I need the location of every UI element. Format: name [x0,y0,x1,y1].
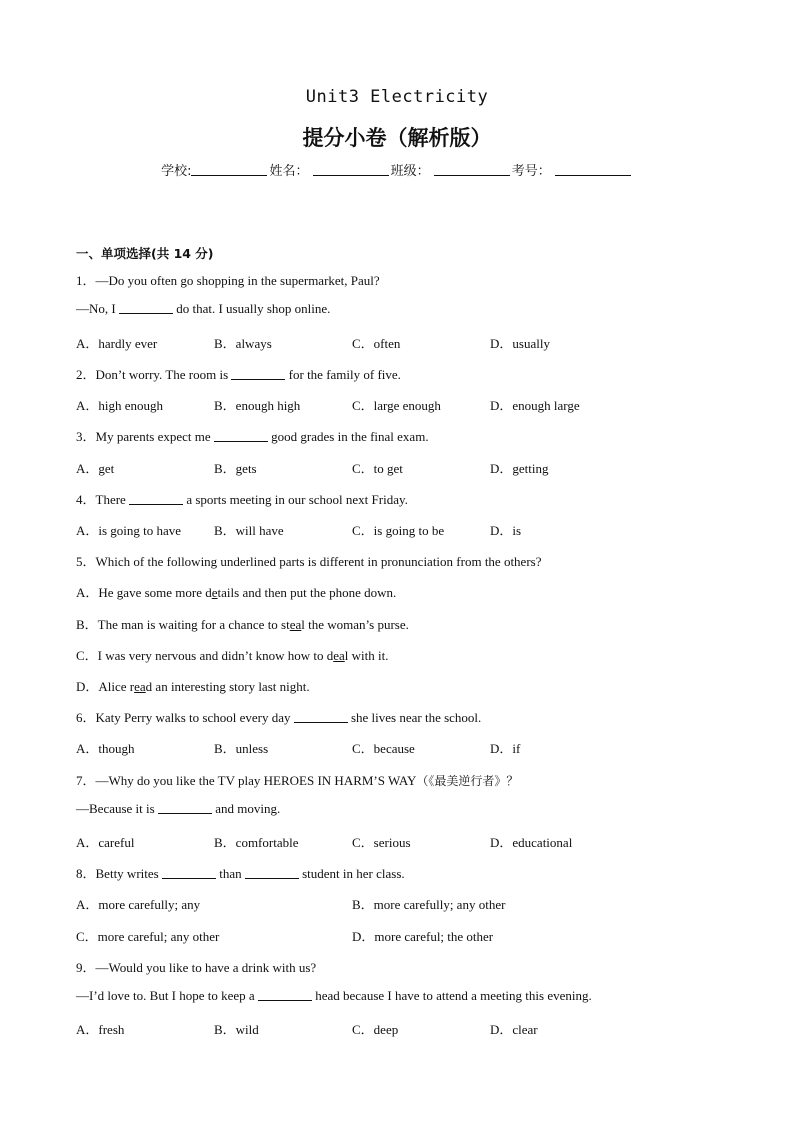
answer-blank[interactable] [214,430,268,442]
answer-blank[interactable] [119,302,173,314]
option-c[interactable] [76,645,388,664]
option-c[interactable]: C．is going to be [352,523,445,538]
question-text: Katy Perry walks to school every day [95,710,291,725]
option-c[interactable]: C．more careful; any other [76,929,220,944]
question-text: —No, I [76,301,116,316]
option-d[interactable] [76,676,310,695]
answer-blank[interactable] [129,493,183,505]
option-a[interactable]: A．careful [76,835,135,850]
option-a[interactable]: A．though [76,741,135,756]
option-text: tails and then put the phone down. [217,585,397,600]
question-9 [76,957,316,976]
option-text: l with it. [344,648,389,663]
answer-blank[interactable] [245,867,299,879]
option-a[interactable]: A．get [76,461,115,476]
name-blank[interactable] [313,163,389,176]
option-b[interactable]: B．enough high [214,398,301,413]
question-text: Don’t worry. The room is [95,367,229,382]
question-1 [76,270,380,289]
document-subtitle: 提分小卷（解析版） [302,126,492,150]
question-text: Which of the following underlined parts is different in pronunciation from the others? [95,554,542,569]
document-title: Unit3 Electricity [305,87,489,107]
question-number: 1． [76,273,96,288]
question-text: student in her class. [302,866,405,881]
option-b[interactable]: B．will have [214,523,284,538]
question-number: 8． [76,866,96,881]
question-text: There [95,492,126,507]
question-5 [76,551,542,570]
option-c[interactable]: C．deep [352,1022,399,1037]
option-d[interactable]: D．getting [490,461,549,476]
option-c[interactable]: C．large enough [352,398,441,413]
question-number: 4． [76,492,96,507]
question-text: —Would you like to have a drink with us? [95,960,317,975]
question-text: —Why do you like the TV play HEROES IN HARM’S WAY [95,773,417,788]
exam-number-blank[interactable] [555,163,631,176]
option-b[interactable]: B．more carefully; any other [352,897,506,912]
question-8 [76,863,405,882]
option-b[interactable]: B．unless [214,741,269,756]
class-label: 班级： [390,164,430,179]
option-d[interactable]: D．educational [490,835,573,850]
question-1-line2 [76,301,330,317]
answer-blank[interactable] [158,802,212,814]
question-text: My parents expect me [95,429,211,444]
question-text: head because I have to attend a meeting this evening. [315,988,592,1003]
school-blank[interactable] [191,163,267,176]
option-c[interactable]: C．because [352,741,415,756]
question-text-cjk: （《最美逆行者》？ [416,774,519,788]
student-info-row [0,160,794,179]
option-label: A． [76,585,99,600]
option-b[interactable]: B．comfortable [214,835,299,850]
answer-blank[interactable] [294,711,348,723]
question-7 [76,770,518,789]
question-6 [76,707,481,726]
answer-blank[interactable] [258,989,312,1001]
question-3 [76,426,429,445]
option-d[interactable]: D．is [490,523,522,538]
option-text: Alice r [98,679,135,694]
option-a[interactable]: A．more carefully; any [76,897,201,912]
question-text: a sports meeting in our school next Friday. [186,492,408,507]
underlined-part: ea [289,617,302,632]
question-text: —Because it is [76,801,155,816]
question-number: 3． [76,429,96,444]
question-text: do that. I usually shop online. [176,301,331,316]
option-d[interactable]: D．usually [490,336,550,351]
option-b[interactable] [76,614,409,633]
question-number: 7． [76,773,96,788]
question-number: 9． [76,960,96,975]
option-d[interactable]: D．more careful; the other [352,929,494,944]
question-9-line2 [76,988,592,1004]
question-text: than [219,866,242,881]
option-a[interactable]: A．hardly ever [76,336,158,351]
underlined-part: ea [333,648,345,663]
option-text: d an interesting story last night. [145,679,310,694]
exam-number-label: 考号： [511,164,551,179]
question-number: 2． [76,367,96,382]
question-2 [76,364,401,383]
question-7-line2 [76,801,280,817]
option-a[interactable]: A．fresh [76,1022,125,1037]
name-label: 姓名： [269,164,309,179]
question-number: 6． [76,710,96,725]
answer-blank[interactable] [162,867,216,879]
option-a[interactable] [76,582,396,601]
question-text: good grades in the final exam. [271,429,429,444]
option-a[interactable]: A．high enough [76,398,164,413]
school-label: 学校: [161,164,192,179]
option-c[interactable]: C．often [352,336,401,351]
question-text: for the family of five. [288,367,401,382]
option-text: The man is waiting for a chance to st [97,617,290,632]
option-d[interactable]: D．enough large [490,398,580,413]
question-text: —I’d love to. But I hope to keep a [76,988,255,1003]
option-d[interactable]: D．if [490,741,521,756]
option-b[interactable]: B．wild [214,1022,259,1037]
option-b[interactable]: B．always [214,336,272,351]
option-text: I was very nervous and didn’t know how to d [97,648,334,663]
question-4 [76,489,408,508]
underlined-part: ea [134,679,146,694]
question-number: 5． [76,554,96,569]
question-text: Betty writes [95,866,159,881]
option-text: He gave some more d [98,585,212,600]
option-label: C． [76,648,98,663]
underlined-part: e [211,585,218,600]
option-label: D． [76,679,99,694]
question-text: and moving. [215,801,281,816]
option-text: l the woman’s purse. [301,617,409,632]
option-b[interactable]: B．gets [214,461,257,476]
question-stem: —Do you often go shopping in the supermarket, Paul? [95,273,380,288]
option-c[interactable]: C．serious [352,835,411,850]
option-d[interactable]: D．clear [490,1022,538,1037]
question-text: she lives near the school. [350,710,482,725]
answer-blank[interactable] [231,368,285,380]
option-label: B． [76,617,98,632]
class-blank[interactable] [434,163,510,176]
section-heading: 一、单项选择(共 14 分) [76,246,214,261]
option-a[interactable]: A．is going to have [76,523,182,538]
option-c[interactable]: C．to get [352,461,403,476]
